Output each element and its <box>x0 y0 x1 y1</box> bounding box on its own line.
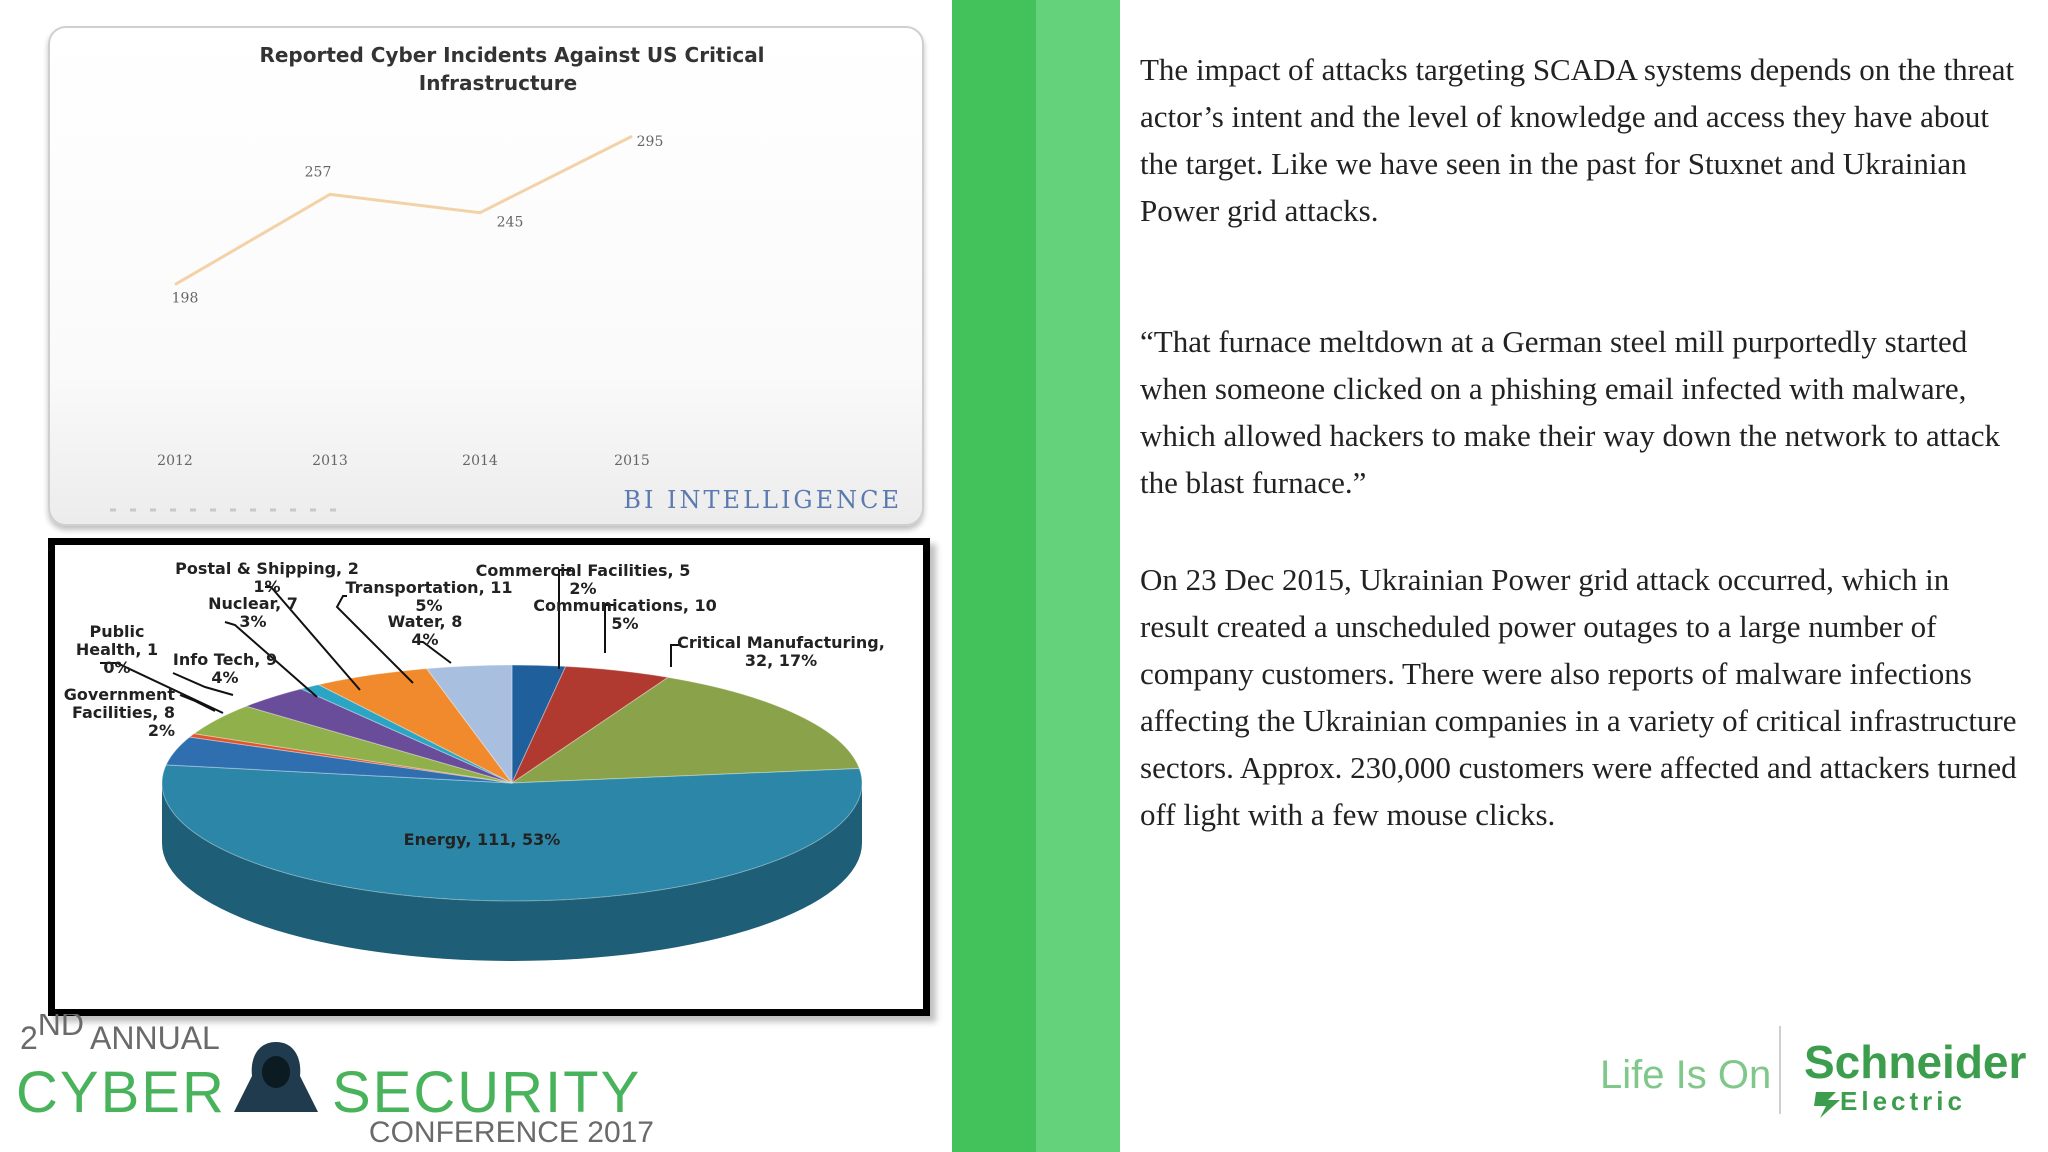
data-label-2013: 257 <box>304 164 332 181</box>
schneider-subname: Electric <box>1840 1086 1966 1116</box>
green-divider-light <box>1036 0 1120 1152</box>
line-chart <box>50 28 922 524</box>
pie-label-info-tech: Info Tech, 9 4% <box>172 650 278 687</box>
pie-label-water: Water, 8 4% <box>387 612 463 649</box>
pie-label-public-health: Public Health, 1 0% <box>75 622 159 677</box>
pie-label-energy: Energy, 111, 53% <box>403 830 561 849</box>
x-tick-2012: 2012 <box>157 453 193 469</box>
schneider-mark-icon <box>1814 1092 1840 1118</box>
pie-label-nuclear: Nuclear, 7 3% <box>208 594 298 631</box>
pie-chart <box>55 545 923 1009</box>
paragraph-ukraine-attack: On 23 Dec 2015, Ukrainian Power grid attack occurred, which in result created a unscheduled power outages to a large number of company customers. There were also reports of malware infections affecting the Ukrainian companies in a variety of critical infrastructure sectors. Approx. 230,000 customers were affected and attackers turned off light with a few mouse clicks. <box>1140 562 2017 832</box>
pie-chart-box <box>48 538 930 1016</box>
chart-title-line-1: Reported Cyber Incidents Against US Critical <box>259 43 765 67</box>
conference-subtitle: CONFERENCE 2017 <box>368 1116 654 1144</box>
pie-label-commercial-facilities: Commercial Facilities, 5 2% <box>475 561 691 598</box>
leader-line-transportation <box>337 596 413 683</box>
pie-label-communications: Communications, 10 5% <box>533 596 717 633</box>
schneider-name: Schneider <box>1804 1036 2027 1088</box>
pie-label-postal-shipping: Postal & Shipping, 2 1% <box>175 559 359 596</box>
pie-label-transportation: Transportation, 11 5% <box>345 578 513 615</box>
paragraph-scada-impact: The impact of attacks targeting SCADA systems depends on the threat actor’s intent and the level of knowledge and access they have about the target. Like we have seen in the past for Stuxnet and Ukrainian Power grid attacks. <box>1140 52 2015 228</box>
conference-word-cyber: CYBER <box>16 1060 226 1125</box>
leader-line-government-facilities <box>180 695 215 711</box>
pie-label-government-facilities: Government Facilities, 8 2% <box>63 685 175 740</box>
hacker-icon <box>234 1042 318 1112</box>
x-tick-2013: 2013 <box>312 453 348 469</box>
chart-title-line-2: Infrastructure <box>418 71 578 95</box>
life-is-on-tagline: Life Is On <box>1600 1053 1772 1097</box>
source-brand: BI INTELLIGENCE <box>623 486 902 514</box>
series-line <box>175 136 632 284</box>
conference-ordinal: 2ND ANNUAL <box>20 1014 220 1056</box>
schneider-logo <box>1590 1020 2030 1140</box>
x-tick-2015: 2015 <box>614 453 650 469</box>
conference-word-security: SECURITY <box>332 1060 642 1125</box>
data-label-2015: 295 <box>636 134 664 151</box>
data-label-2014: 245 <box>496 214 524 231</box>
line-chart-card <box>48 26 924 526</box>
pie-label-critical-manufacturing: Critical Manufacturing, 32, 17% <box>677 633 885 670</box>
green-divider-dark <box>952 0 1036 1152</box>
conference-logo <box>14 1014 694 1144</box>
paragraph-steel-mill-quote: “That furnace meltdown at a German steel mill purportedly started when someone clicked on a phishing email infected with malware, which allowed hackers to make their way down the network to attack the blast furnace.” <box>1140 324 2000 500</box>
x-tick-2014: 2014 <box>462 453 498 469</box>
data-label-2012: 198 <box>171 290 199 307</box>
